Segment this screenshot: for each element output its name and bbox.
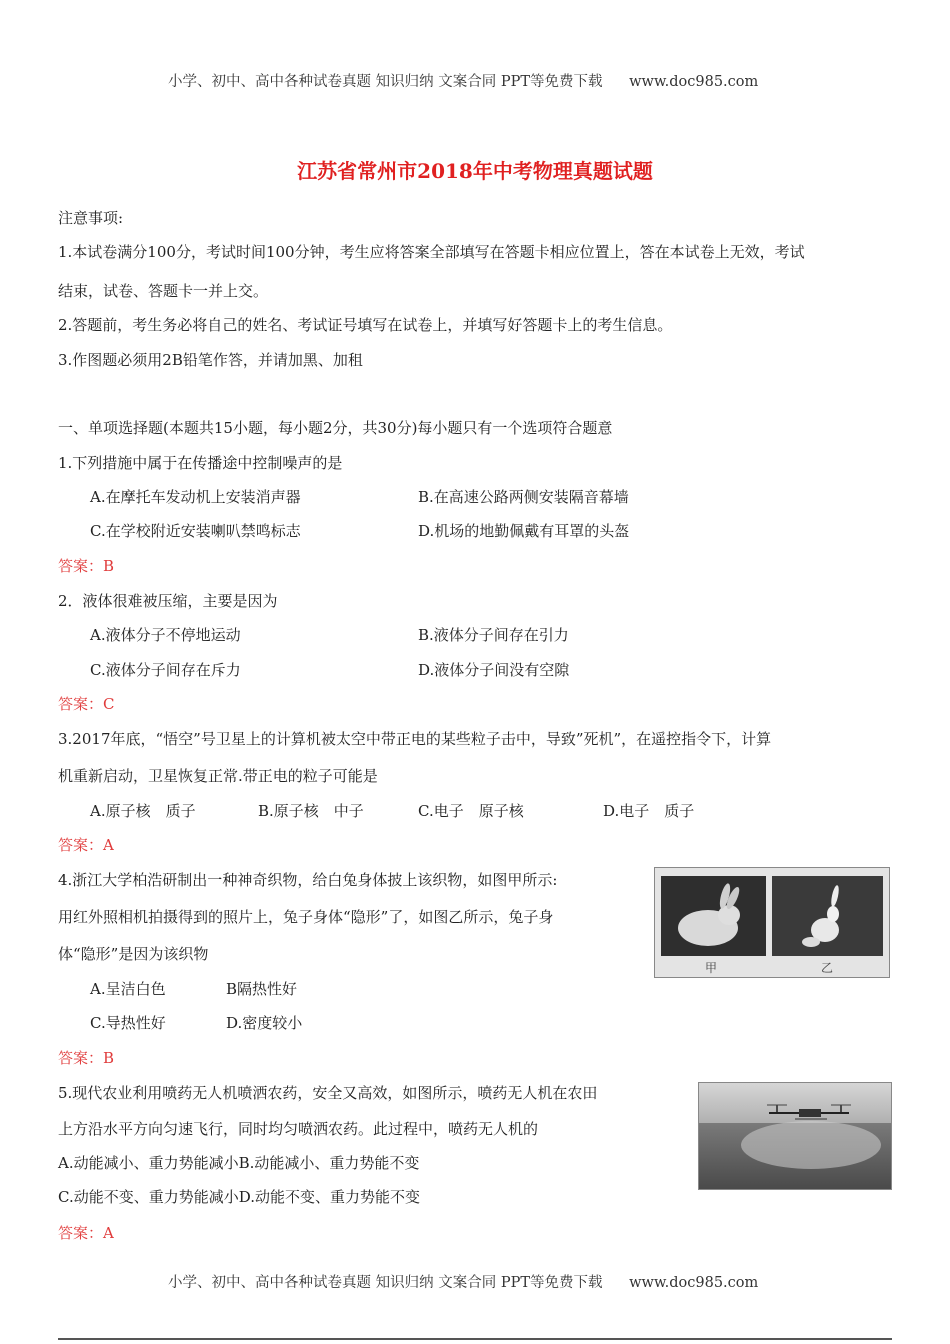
q4-option-a: A.呈洁白色 [90,980,166,998]
note-3: 3.作图题必须用2B铅笔作答，并请加黑、加租 [58,351,363,369]
q3-stem-line1: 3.2017年底，“悟空”号卫星上的计算机被太空中带正电的某些粒子击中，导致”死机”，在遥控指令下，计算 [58,730,772,748]
q2-option-d: D.液体分子间没有空隙 [418,661,570,679]
q5-answer: 答案：A [58,1224,114,1242]
q3-option-b: B.原子核 中子 [258,802,364,820]
note-2: 2.答题前，考生务必将自己的姓名、考试证号填写在试卷上，并填写好答题卡上的考生信息。 [58,316,673,334]
footer-divider [58,1338,892,1340]
q3-option-a: A.原子核 质子 [90,802,196,820]
header-text: 小学、初中、高中各种试卷真题 知识归纳 文案合同 PPT等免费下载 [168,74,603,90]
q4-option-c: C.导热性好 [90,1014,166,1032]
q5-stem-line1: 5.现代农业利用喷药无人机喷洒农药，安全又高效，如图所示，喷药无人机在农田 [58,1084,598,1102]
header-url[interactable]: www.doc985.com [629,74,759,90]
q2-stem: 2．液体很难被压缩，主要是因为 [58,592,278,610]
q1-option-c: C.在学校附近安装喇叭禁鸣标志 [90,522,301,540]
note-1-line1: 1.本试卷满分100分，考试时间100分钟，考生应将答案全部填写在答题卡相应位置上，答在本试卷上无效，考试 [58,243,805,261]
drone-figure [698,1082,892,1190]
note-1-line2: 结束，试卷、答题卡一并上交。 [58,282,269,300]
q5-options-ab: A.动能减小、重力势能减小B.动能减小、重力势能不变 [58,1154,420,1172]
q3-option-d: D.电子 质子 [603,802,695,820]
q4-answer: 答案：B [58,1049,115,1067]
q2-answer: 答案：C [58,695,115,713]
figure-label-jia: 甲 [704,961,718,975]
q2-option-c: C.液体分子间存在斥力 [90,661,241,679]
q1-option-b: B.在高速公路两侧安装隔音幕墙 [418,488,629,506]
q4-option-d: D.密度较小 [226,1014,303,1032]
q4-stem-line3: 体“隐形”是因为该织物 [58,945,209,963]
figure-label-yi: 乙 [820,961,834,975]
q3-stem-line2: 机重新启动，卫星恢复正常.带正电的粒子可能是 [58,767,378,785]
q4-option-b: B隔热性好 [226,980,298,998]
q4-stem-line2: 用红外照相机拍摄得到的照片上，兔子身体“隐形”了，如图乙所示，兔子身 [58,908,554,926]
section-heading: 一、单项选择题(本题共15小题，每小题2分，共30分)每小题只有一个选项符合题意 [58,419,613,437]
notes-heading: 注意事项: [58,209,124,227]
q2-option-a: A.液体分子不停地运动 [90,626,241,644]
q4-stem-line1: 4.浙江大学柏浩研制出一种神奇织物，给白兔身体披上该织物，如图甲所示: [58,871,558,889]
q5-stem-line2: 上方沿水平方向匀速飞行，同时均匀喷洒农药。此过程中，喷药无人机的 [58,1120,539,1138]
q3-answer: 答案：A [58,836,114,854]
q1-option-d: D.机场的地勤佩戴有耳罩的头盔 [418,522,630,540]
footer-text: 小学、初中、高中各种试卷真题 知识归纳 文案合同 PPT等免费下载 [168,1275,603,1291]
rabbit-figure [654,867,890,978]
q1-answer: 答案：B [58,557,115,575]
q1-option-a: A.在摩托车发动机上安装消声器 [90,488,301,506]
q5-options-cd: C.动能不变、重力势能减小D.动能不变、重力势能不变 [58,1188,420,1206]
footer-url[interactable]: www.doc985.com [629,1275,759,1291]
page-footer [168,1271,758,1292]
page-header [168,70,758,91]
q1-stem: 1.下列措施中属于在传播途中控制噪声的是 [58,454,343,472]
q2-option-b: B.液体分子间存在引力 [418,626,569,644]
page-title: 江苏省常州市2018年中考物理真题试题 [297,159,653,183]
q3-option-c: C.电子 原子核 [418,802,524,820]
